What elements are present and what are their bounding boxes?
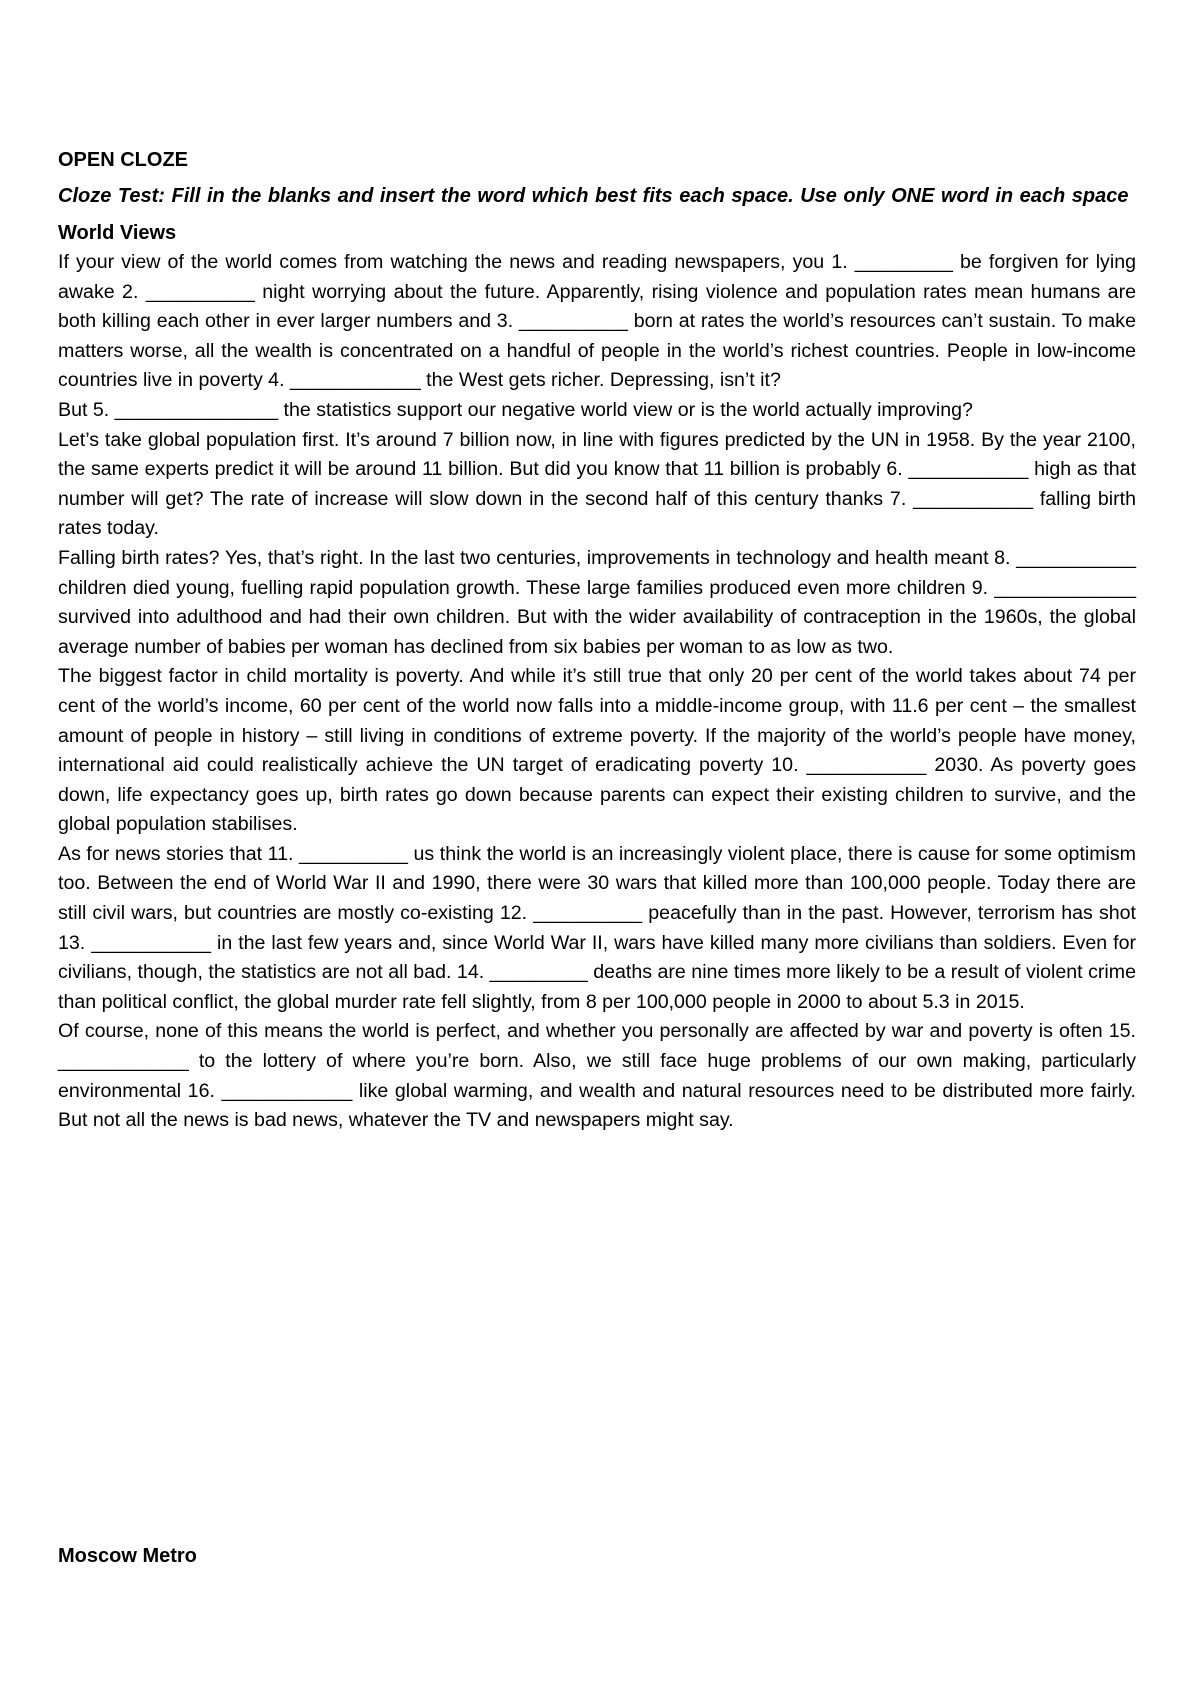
next-section-title: Moscow Metro (58, 1545, 197, 1567)
paragraph-5: The biggest factor in child mortality is poverty. And while it’s still true that only 20 per cent of the world takes about 74 per cent of the world’s income, 60 per cent of the world now falls into a middle-income group, with 11.6 per cent – the smallest amount of people in history – still living in conditions of extreme poverty. If the majority of the world’s people have money, international aid could realistically achieve the UN target of eradicating poverty 10. ___________ 2030. As poverty goes down, life expectancy goes up, birth rates go down because parents can expect their existing children to survive, and the global population stabilises. (58, 665, 1136, 836)
paragraph-7: Of course, none of this means the world is perfect, and whether you personally are affected by war and poverty is often 15. ____________ to the lottery of where you’re born. Also, we still face huge problems of our own making, particularly environmental 16. ____________ like global warming, and wealth and natural resources need to be distributed more fairly. But not all the news is bad news, whatever the TV and newspapers might say. (58, 1020, 1136, 1132)
section-title: World Views (58, 222, 177, 244)
cloze-instructions: Cloze Test: Fill in the blanks and insert the word which best fits each space. Use only ONE word in each space (58, 185, 1129, 207)
paragraph-1: If your view of the world comes from watching the news and reading newspapers, you 1. _________ be forgiven for lying awake 2. __________ night worrying about the future. Apparently, rising violence and population rates mean humans are both killing each other in ever larger numbers and 3. __________ born at rates the world’s resources can’t sustain. To make matters worse, all the wealth is concentrated on a handful of people in the world’s richest countries. People in low-income countries live in poverty 4. ____________ the West gets richer. Depressing, isn’t it? (58, 251, 1136, 392)
document-heading: OPEN CLOZE (58, 149, 189, 171)
paragraph-2: But 5. _______________ the statistics support our negative world view or is the world actually improving? (58, 398, 973, 421)
paragraph-6: As for news stories that 11. __________ us think the world is an increasingly violent place, there is cause for some optimism too. Between the end of World War II and 1990, there were 30 wars that killed more than 100,000 people. Today there are still civil wars, but countries are mostly co-existing 12. __________ peacefully than in the past. However, terrorism has shot 13. ___________ in the last few years and, since World War II, wars have killed many more civilians than soldiers. Even for civilians, though, the statistics are not all bad. 14. _________ deaths are nine times more likely to be a result of violent crime than political conflict, the global murder rate fell slightly, from 8 per 100,000 people in 2000 to about 5.3 in 2015. (58, 842, 1136, 1013)
document-content (58, 146, 1136, 1136)
paragraph-3: Let’s take global population first. It’s around 7 billion now, in line with figures predicted by the UN in 1958. By the year 2100, the same experts predict it will be around 11 billion. But did you know that 11 billion is probably 6. ___________ high as that number will get? The rate of increase will slow down in the second half of this century thanks 7. ___________ falling birth rates today. (58, 428, 1136, 540)
paragraph-4: Falling birth rates? Yes, that’s right. In the last two centuries, improvements in technology and health meant 8. ___________ children died young, fuelling rapid population growth. These large families produced even more children 9. _____________ survived into adulthood and had their own children. But with the wider availability of contraception in the 1960s, the global average number of babies per woman has declined from six babies per woman to as low as two. (58, 546, 1136, 658)
